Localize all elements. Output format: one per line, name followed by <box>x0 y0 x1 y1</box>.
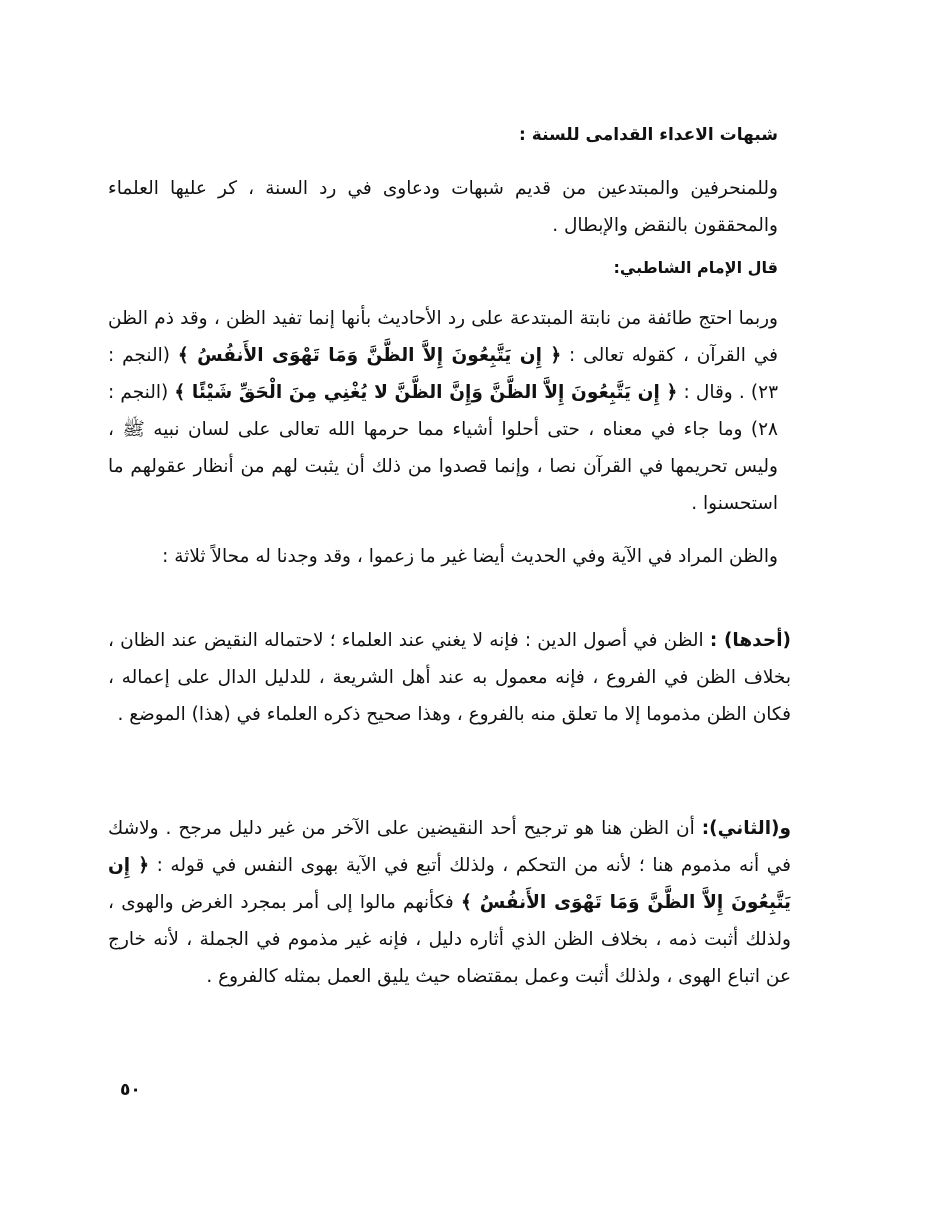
paragraph-text: (النجم : ٢٣) . وقال : <box>108 345 779 403</box>
shatibi-paragraph <box>108 300 778 522</box>
paragraph-text: (النجم : ٢٨) وما جاء في معناه ، حتى أحلوا أشياء مما حرمها الله تعالى على لسان نبيه ﷺ ، وليس تحريمها في القرآن نصا ، وإنما قصدوا من ذلك أن يثبت لهم من أنظار عقولهم ما استحسنوا . <box>108 382 778 514</box>
quran-quote: ﴿ إِن يَتَّبِعُونَ إِلاَّ الظَّنَّ وَإِنَّ الظَّنَّ لا يُغْنِي مِنَ الْحَقِّ شَيْئًا ﴾ <box>174 382 678 403</box>
item-label: (أحدها) : <box>709 630 791 651</box>
intro-paragraph: وللمنحرفين والمبتدعين من قديم شبهات ودعاوى في رد السنة ، كر عليها العلماء والمحققون بالنقض والإبطال . <box>108 178 778 236</box>
meanings-intro-paragraph: والظن المراد في الآية وفي الحديث أيضا غير ما زعموا ، وقد وجدنا له محالاً ثلاثة : <box>162 546 778 567</box>
item-label: و(الثاني): <box>701 818 791 839</box>
section-heading: شبهات الاعداء القدامى للسنة : <box>519 125 778 145</box>
first-meaning-item <box>108 622 791 733</box>
quran-quote: ﴿ إِن يَتَّبِعُونَ إِلاَّ الظَّنَّ وَمَا تَهْوَى الأَنفُسُ ﴾ <box>108 855 791 913</box>
second-meaning-item <box>108 810 791 995</box>
page-number: ٥٠ <box>120 1080 141 1100</box>
item-text: فكأنهم مالوا إلى أمر بمجرد الغرض والهوى ، ولذلك أثبت ذمه ، بخلاف الظن الذي أثاره دليل ، فإنه غير مذموم في الجملة ، لأنه خارج عن اتباع الهوى ، ولذلك أثبت وعمل بمقتضاه حيث يليق العمل بمثله كالفروع . <box>108 892 791 987</box>
item-text: الظن في أصول الدين : فإنه لا يغني عند العلماء ؛ لاحتماله النقيض عند الظان ، بخلاف الظن في الفروع ، فإنه معمول به عند أهل الشريعة ، للدليل الدال على إعماله ، فكان الظن مذموما إلا ما تعلق منه بالفروع ، وهذا صحيح ذكره العلماء في (هذا) الموضع . <box>108 630 791 725</box>
quote-attribution-heading: قال الإمام الشاطبي: <box>613 258 778 277</box>
paragraph-text: وربما احتج طائفة من نابتة المبتدعة على رد الأحاديث بأنها إنما تفيد الظن ، وقد ذم الظن في القرآن ، كقوله تعالى : <box>108 308 778 366</box>
item-text: أن الظن هنا هو ترجيح أحد النقيضين على الآخر من غير دليل مرجح . ولاشك في أنه مذموم هنا ؛ لأنه من التحكم ، ولذلك أتبع في الآية بهوى النفس في قوله : <box>108 818 791 876</box>
quran-quote: ﴿ إِن يَتَّبِعُونَ إِلاَّ الظَّنَّ وَمَا تَهْوَى الأَنفُسُ ﴾ <box>177 345 562 366</box>
